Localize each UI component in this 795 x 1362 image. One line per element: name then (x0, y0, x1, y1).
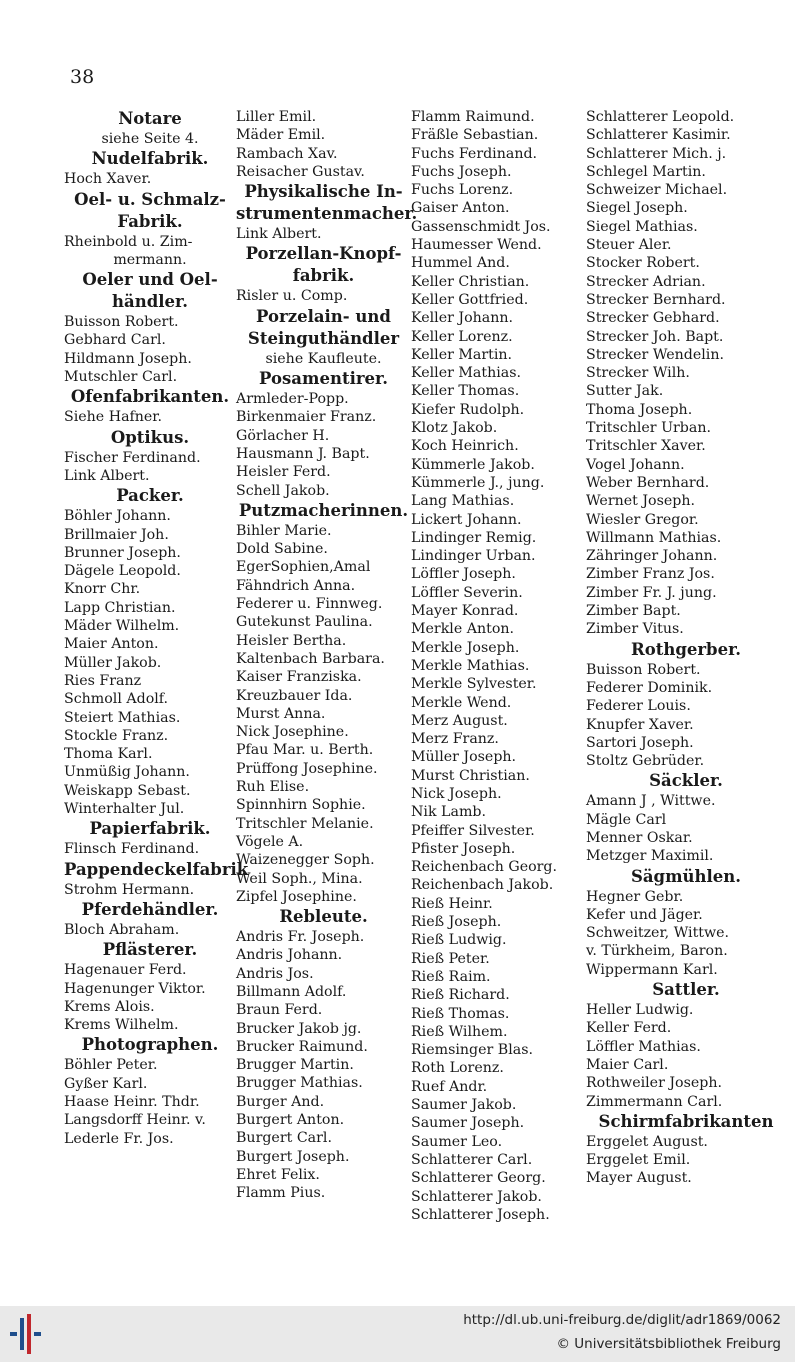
directory-entry: Weiskapp Sebast. (64, 782, 191, 799)
directory-entry: Willmann Mathias. (586, 529, 722, 546)
directory-entry: Löffler Mathias. (586, 1038, 701, 1055)
directory-entry: Schlatterer Jakob. (411, 1188, 542, 1205)
directory-entry: Dägele Leopold. (64, 563, 181, 580)
permalink-url[interactable]: http://dl.ub.uni-freiburg.de/diglit/adr1869/0062 (463, 1312, 781, 1328)
directory-entry: Bloch Abraham. (64, 921, 180, 938)
section-heading: Säckler. (649, 771, 723, 791)
section-heading: Porzellan-Knopf- (245, 244, 402, 264)
directory-entry: Saumer Leo. (411, 1133, 503, 1150)
directory-entry: Strecker Wendelin. (586, 346, 724, 363)
directory-entry: Murst Christian. (411, 767, 530, 784)
directory-entry: Schlatterer Joseph. (411, 1206, 550, 1223)
directory-entry: Kiefer Rudolph. (411, 401, 525, 418)
directory-entry: Pfeiffer Silvester. (411, 822, 535, 839)
directory-entry: Menner Oskar. (586, 829, 693, 846)
directory-entry: Lederle Fr. Jos. (64, 1130, 174, 1147)
directory-entry: Klotz Jakob. (411, 420, 498, 437)
directory-entry: Haumesser Wend. (411, 237, 542, 254)
directory-entry: Brucker Raimund. (236, 1038, 368, 1055)
directory-entry: Dold Sabine. (236, 541, 328, 558)
directory-entry: Hagenunger Viktor. (64, 980, 206, 997)
section-heading: Oeler und Oel- (82, 270, 218, 290)
directory-entry: Keller Lorenz. (411, 328, 513, 345)
directory-entry: Merkle Sylvester. (411, 676, 537, 693)
directory-entry: Thoma Joseph. (586, 401, 693, 418)
directory-entry: Rieß Thomas. (411, 1005, 510, 1022)
directory-entry: Unmüßig Johann. (64, 764, 190, 781)
directory-entry: Mäder Emil. (236, 127, 326, 144)
directory-entry: Lapp Christian. (64, 599, 176, 616)
directory-entry: Steuer Aler. (586, 237, 672, 254)
directory-entry: Rieß Wilhem. (411, 1023, 508, 1040)
directory-entry: Löffler Severin. (411, 584, 523, 601)
directory-entry: Thoma Karl. (64, 746, 153, 763)
directory-entry: Buisson Robert. (64, 314, 179, 331)
directory-entry: Mayer August. (586, 1170, 692, 1187)
directory-entry: Schlatterer Leopold. (586, 109, 735, 125)
section-heading: Sägmühlen. (630, 866, 742, 886)
directory-entry: Gebhard Carl. (64, 332, 166, 349)
directory-entry: Schlatterer Georg. (411, 1170, 546, 1187)
directory-entry: Pfau Mar. u. Berth. (236, 742, 374, 759)
directory-entry: Böhler Peter. (64, 1057, 158, 1074)
directory-entry: Langsdorff Heinr. v. (64, 1112, 206, 1129)
directory-entry: Lang Mathias. (411, 493, 515, 510)
directory-entry: Kümmerle Jakob. (411, 456, 535, 473)
directory-entry: Weber Bernhard. (586, 474, 710, 491)
directory-entry: Maier Anton. (64, 636, 159, 653)
directory-entry: Strohm Hermann. (64, 881, 195, 898)
section-heading: Papierfabrik. (89, 819, 211, 839)
directory-entry: Schell Jakob. (236, 482, 330, 499)
directory-entry: Görlacher H. (236, 427, 330, 444)
section-heading: Fabrik. (117, 211, 183, 231)
directory-entry: Kreuzbauer Ida. (236, 687, 353, 704)
directory-entry: Mägle Carl (586, 811, 667, 828)
directory-entry: Kaltenbach Barbara. (236, 650, 385, 667)
directory-entry: Müller Jakob. (64, 654, 162, 671)
directory-entry: Link Albert. (64, 467, 150, 484)
section-heading: Ofenfabrikanten. (70, 387, 230, 407)
directory-entry: Keller Christian. (411, 273, 530, 290)
cross-reference: siehe Kaufleute. (265, 350, 382, 367)
directory-entry: Krems Alois. (64, 998, 155, 1015)
directory-entry: Hausmann J. Bapt. (236, 445, 370, 462)
directory-entry: Merkle Anton. (411, 621, 515, 638)
directory-entry: Keller Ferd. (586, 1020, 672, 1037)
section-heading: Notare (118, 109, 182, 128)
section-heading: Pappendeckelfabrik (64, 859, 249, 879)
directory-entry: Strecker Adrian. (586, 273, 706, 290)
directory-entry: Merkle Joseph. (411, 639, 520, 656)
section-heading: Rebleute. (279, 907, 368, 927)
directory-entry: Steiert Mathias. (64, 709, 181, 726)
directory-entry: Murst Anna. (236, 705, 326, 722)
directory-entry: Nik Lamb. (411, 804, 486, 821)
directory-entry: Zimber Vitus. (586, 621, 684, 638)
directory-entry: Stoltz Gebrüder. (586, 753, 705, 770)
directory-entry: Fuchs Lorenz. (411, 182, 514, 199)
directory-entry: Armleder-Popp. (236, 391, 349, 408)
directory-entry: Bihler Marie. (236, 522, 332, 539)
directory-entry: v. Türkheim, Baron. (586, 943, 728, 960)
directory-entry: Ruef Andr. (411, 1078, 488, 1095)
directory-entry: Zimber Fr. J. jung. (586, 584, 717, 601)
directory-entry: Zimmermann Carl. (586, 1093, 723, 1110)
directory-entry: Strecker Bernhard. (586, 291, 726, 308)
directory-entry: Winterhalter Jul. (64, 801, 185, 818)
directory-entry: Flinsch Ferdinand. (64, 841, 200, 858)
directory-entry: Saumer Joseph. (411, 1115, 525, 1132)
directory-entry: Tritschler Urban. (586, 420, 711, 437)
directory-entry: Fuchs Joseph. (411, 163, 512, 180)
directory-entry: Mutschler Carl. (64, 369, 178, 386)
directory-entry: Merkle Mathias. (411, 657, 530, 674)
section-heading: Pflästerer. (102, 940, 198, 960)
directory-entry: Gutekunst Paulina. (236, 614, 373, 631)
directory-entry: Hagenauer Ferd. (64, 962, 187, 979)
directory-entry: Rieß Richard. (411, 987, 510, 1004)
directory-entry: Zähringer Johann. (586, 548, 718, 565)
directory-entry: Lindinger Urban. (411, 548, 536, 565)
directory-entry: Fähndrich Anna. (236, 577, 356, 594)
directory-entry: Rambach Xav. (236, 145, 338, 162)
directory-entry: Buisson Robert. (586, 661, 701, 678)
directory-entry: Siegel Mathias. (586, 218, 698, 235)
directory-entry: Liller Emil. (236, 109, 317, 125)
directory-entry: Waizenegger Soph. (236, 852, 375, 869)
directory-entry: Prüffong Josephine. (236, 760, 378, 777)
directory-column-2 (236, 108, 418, 1203)
directory-entry: Reichenbach Jakob. (411, 877, 554, 894)
directory-entry: Zipfel Josephine. (236, 888, 357, 905)
directory-entry: Federer u. Finnweg. (236, 596, 383, 613)
directory-entry: Zimber Franz Jos. (586, 566, 715, 583)
directory-entry: Maier Carl. (586, 1056, 669, 1073)
directory-entry: Lickert Johann. (411, 511, 522, 528)
directory-entry: Tritschler Melanie. (236, 815, 374, 832)
directory-entry: Burgert Anton. (236, 1112, 345, 1129)
directory-entry: Strecker Gebhard. (586, 310, 720, 327)
directory-entry: Keller Mathias. (411, 365, 521, 382)
section-heading: Oel- u. Schmalz- (74, 189, 226, 209)
directory-entry: Ruh Elise. (236, 779, 310, 796)
directory-entry: Schlatterer Mich. j. (586, 145, 727, 162)
directory-entry: Keller Johann. (411, 310, 513, 327)
directory-column-1 (64, 108, 249, 1148)
directory-entry: Pfister Joseph. (411, 840, 516, 857)
section-heading: fabrik. (292, 266, 355, 286)
section-heading: Porzelain- und (256, 306, 391, 326)
directory-entry: Ehret Felix. (236, 1166, 320, 1183)
section-heading: händler. (112, 292, 188, 312)
directory-entry: Krems Wilhelm. (64, 1017, 179, 1034)
directory-entry: Erggelet Emil. (586, 1152, 691, 1169)
directory-entry: Sutter Jak. (586, 383, 664, 400)
directory-entry: Erggelet August. (586, 1133, 708, 1150)
directory-entry: Kefer und Jäger. (586, 906, 703, 923)
directory-entry: Rothweiler Joseph. (586, 1075, 723, 1092)
directory-entry: Amann J , Wittwe. (586, 793, 716, 810)
section-heading: Nudelfabrik. (91, 149, 209, 169)
page-number: 38 (70, 66, 95, 88)
directory-entry: Keller Thomas. (411, 383, 520, 400)
directory-entry: Zimber Bapt. (586, 603, 681, 620)
directory-entry: Vogel Johann. (586, 456, 685, 473)
directory-entry: Fräßle Sebastian. (411, 127, 539, 144)
directory-entry: Merz August. (411, 712, 508, 729)
directory-entry: Billmann Adolf. (236, 983, 347, 1000)
directory-entry: Vögele A. (236, 833, 304, 850)
directory-entry: Federer Dominik. (586, 679, 713, 696)
directory-entry: Müller Joseph. (411, 749, 517, 766)
directory-column-3 (411, 108, 586, 1224)
directory-entry: Burgert Joseph. (236, 1148, 350, 1165)
directory-entry: Wippermann Karl. (586, 961, 718, 978)
directory-entry: Roth Lorenz. (411, 1060, 504, 1077)
directory-entry: Mayer Konrad. (411, 603, 519, 620)
copyright-notice: © Universitätsbibliothek Freiburg (556, 1336, 781, 1352)
directory-entry: Rieß Peter. (411, 950, 490, 967)
directory-entry: EgerSophien,Amal (236, 559, 371, 576)
section-heading: Photographen. (81, 1035, 219, 1055)
directory-entry: Stocker Robert. (586, 255, 700, 272)
section-heading: Rothgerber. (630, 639, 742, 659)
directory-entry: Hildmann Joseph. (64, 350, 192, 367)
directory-entry: Flamm Raimund. (411, 109, 535, 125)
directory-entry: Spinnhirn Sophie. (236, 797, 366, 814)
directory-entry: Siegel Joseph. (586, 200, 688, 217)
directory-entry: Birkenmaier Franz. (236, 409, 377, 426)
directory-entry: Rheinbold u. Zim- (64, 233, 193, 250)
section-heading: Physikalische In- (244, 182, 403, 202)
cross-reference: mermann. (113, 251, 187, 268)
directory-entry: Rieß Raim. (411, 968, 491, 985)
directory-entry: Keller Gottfried. (411, 291, 529, 308)
library-logo-icon[interactable] (10, 1314, 42, 1354)
directory-entry: Gyßer Karl. (64, 1075, 148, 1092)
directory-entry: Flamm Pius. (236, 1185, 326, 1202)
viewer-footer (0, 1306, 795, 1362)
directory-entry: Link Albert. (236, 226, 322, 243)
section-heading: Packer. (116, 486, 184, 506)
directory-entry: Metzger Maximil. (586, 848, 714, 865)
directory-entry: Risler u. Comp. (236, 288, 348, 305)
directory-entry: Rieß Ludwig. (411, 932, 507, 949)
directory-entry: Heisler Ferd. (236, 464, 331, 481)
directory-entry: Reichenbach Georg. (411, 859, 558, 876)
directory-entry: Mäder Wilhelm. (64, 618, 180, 635)
section-heading: Steinguthändler (247, 328, 400, 348)
directory-entry: Knorr Chr. (64, 581, 141, 598)
section-heading: strumentenmacher. (236, 204, 418, 224)
directory-entry: Lindinger Remig. (411, 529, 537, 546)
directory-entry: Brillmaier Joh. (64, 526, 169, 543)
directory-entry: Schmoll Adolf. (64, 691, 169, 708)
section-heading: Sattler. (652, 980, 720, 1000)
directory-entry: Brunner Joseph. (64, 544, 181, 561)
directory-column-4 (586, 108, 786, 1188)
directory-entry: Nick Joseph. (411, 785, 502, 802)
directory-entry: Burgert Carl. (236, 1130, 332, 1147)
directory-entry: Keller Martin. (411, 346, 513, 363)
directory-entry: Rieß Heinr. (411, 895, 493, 912)
directory-entry: Heisler Bertha. (236, 632, 347, 649)
directory-entry: Sartori Joseph. (586, 734, 694, 751)
directory-entry: Böhler Johann. (64, 508, 171, 525)
directory-entry: Hoch Xaver. (64, 171, 152, 188)
directory-entry: Schweizer Michael. (586, 182, 728, 199)
directory-entry: Ries Franz (64, 672, 142, 689)
directory-entry: Merkle Wend. (411, 694, 512, 711)
directory-entry: Haase Heinr. Thdr. (64, 1093, 200, 1110)
directory-entry: Stockle Franz. (64, 727, 169, 744)
directory-entry: Wiesler Gregor. (586, 511, 699, 528)
directory-entry: Merz Franz. (411, 731, 499, 748)
directory-entry: Andris Jos. (236, 965, 314, 982)
section-heading: Optikus. (110, 427, 190, 447)
directory-entry: Knupfer Xaver. (586, 716, 694, 733)
directory-entry: Brugger Martin. (236, 1057, 354, 1074)
directory-entry: Kümmerle J., jung. (411, 474, 545, 491)
directory-entry: Koch Heinrich. (411, 438, 519, 455)
directory-entry: Schlatterer Carl. (411, 1151, 533, 1168)
directory-entry: Fischer Ferdinand. (64, 449, 201, 466)
directory-entry: Gaiser Anton. (411, 200, 510, 217)
directory-entry: Löffler Joseph. (411, 566, 516, 583)
directory-entry: Schlatterer Kasimir. (586, 127, 731, 144)
directory-entry: Federer Louis. (586, 698, 691, 715)
directory-entry: Gassenschmidt Jos. (411, 218, 551, 235)
directory-entry: Burger And. (236, 1093, 325, 1110)
directory-entry: Hummel And. (411, 255, 510, 272)
directory-entry: Tritschler Xaver. (586, 438, 706, 455)
cross-reference: siehe Seite 4. (101, 131, 199, 147)
section-heading: Pferdehändler. (81, 899, 219, 919)
directory-entry: Braun Ferd. (236, 1002, 323, 1019)
directory-entry: Brucker Jakob jg. (236, 1020, 362, 1037)
directory-entry: Schlegel Martin. (586, 163, 706, 180)
directory-entry: Rieß Joseph. (411, 914, 502, 931)
directory-entry: Siehe Hafner. (64, 409, 163, 426)
directory-entry: Reisacher Gustav. (236, 163, 365, 180)
directory-entry: Strecker Wilh. (586, 365, 690, 382)
directory-entry: Saumer Jakob. (411, 1097, 517, 1114)
section-heading: Putzmacherinnen. (238, 500, 409, 520)
directory-entry: Hegner Gebr. (586, 888, 684, 905)
directory-entry: Weil Soph., Mina. (236, 870, 363, 887)
directory-entry: Fuchs Ferdinand. (411, 145, 538, 162)
directory-entry: Kaiser Franziska. (236, 669, 362, 686)
directory-entry: Strecker Joh. Bapt. (586, 328, 724, 345)
directory-entry: Heller Ludwig. (586, 1002, 694, 1019)
section-heading: Posamentirer. (259, 369, 388, 389)
directory-entry: Riemsinger Blas. (411, 1042, 534, 1059)
directory-entry: Nick Josephine. (236, 724, 349, 741)
directory-entry: Andris Johann. (236, 947, 343, 964)
directory-entry: Schweitzer, Wittwe. (586, 925, 730, 942)
directory-entry: Brugger Mathias. (236, 1075, 363, 1092)
directory-entry: Andris Fr. Joseph. (236, 929, 365, 946)
section-heading: Schirmfabrikanten (598, 1111, 774, 1131)
directory-entry: Wernet Joseph. (586, 493, 695, 510)
